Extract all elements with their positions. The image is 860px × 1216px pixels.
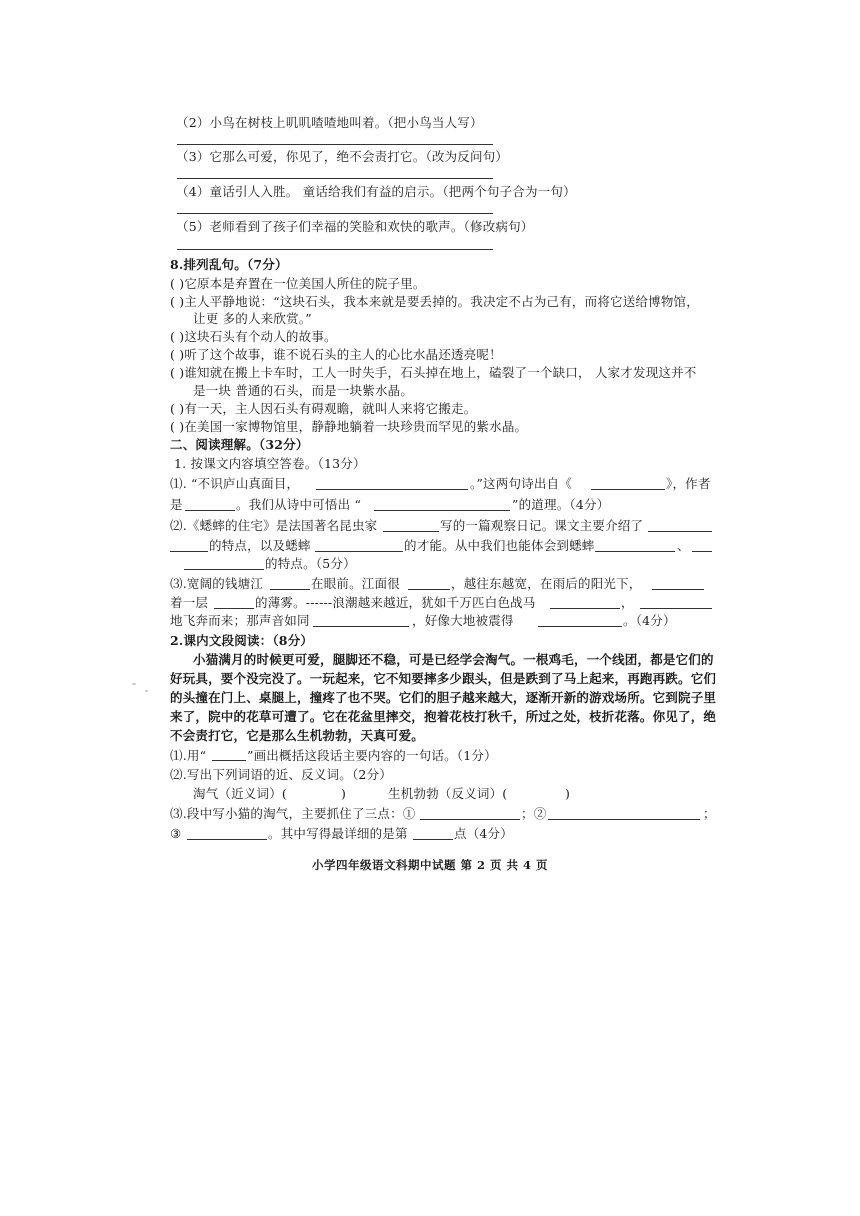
fill-1-text: 。我们从诗中可悟出 “ bbox=[236, 497, 362, 512]
fill-2-text: 写的一篇观察日记。课文主要介绍了 bbox=[440, 518, 644, 533]
blank[interactable] bbox=[214, 608, 254, 609]
order-item[interactable]: ( )有一天，主人因石头有碍观瞻，就叫人来将它搬走。 bbox=[170, 401, 477, 416]
passage-q2: ⑵.写出下列词语的近、反义词。（2分） bbox=[170, 767, 392, 782]
fill-2-text: 的特点。（5分） bbox=[265, 556, 356, 571]
answer-line-2[interactable] bbox=[177, 144, 493, 145]
fill-1-text: 是 bbox=[170, 497, 183, 512]
fill-1-text: ”的道理。（4分） bbox=[512, 497, 610, 512]
fill-3-text: 着一层 bbox=[170, 595, 209, 610]
blank[interactable] bbox=[383, 531, 439, 532]
passage-q1: ⑴.用“ bbox=[170, 748, 207, 763]
fill-title: 1. 按课文内容填空答卷。（13分） bbox=[174, 456, 366, 471]
blank[interactable] bbox=[313, 626, 409, 627]
reading-heading: 二、阅读理解。（32分） bbox=[170, 437, 309, 452]
fill-3-text: 的薄雾。------浪潮越来越近，犹如千万匹白色战马 bbox=[255, 595, 536, 610]
question-5: （5）老师看到了孩子们幸福的笑脸和欢快的歌声。（修改病句） bbox=[176, 219, 534, 234]
blank[interactable] bbox=[374, 510, 510, 511]
blank[interactable] bbox=[538, 626, 622, 627]
order-item[interactable]: ( )谁知就在搬上卡车时，工人一时失手，石头掉在地上，磕裂了一个缺口， 人家才发现这并不 bbox=[170, 365, 697, 380]
passage-line: 好玩具，要个没完没了。一玩起来，它不知要摔多少跟头，但是跌到了马上起来，再跑再跌。它们 bbox=[170, 671, 717, 686]
passage-q3: ；② bbox=[521, 806, 547, 821]
blank[interactable] bbox=[550, 608, 620, 609]
fill-1-text: 。”这两句诗出自《 bbox=[470, 476, 572, 491]
answer-line-5[interactable] bbox=[177, 249, 493, 250]
passage-line: 的头撞在门上、桌腿上，撞疼了也不哭。它们的胆子越来越大，逐渐开新的游戏场所。它到院子里 bbox=[170, 690, 717, 705]
answer-line-4[interactable] bbox=[177, 213, 493, 214]
fill-2-text: 的才能。从中我们也能体会到蟋蟀 bbox=[404, 538, 595, 553]
passage-q3: 。其中写得最详细的是第 bbox=[268, 826, 408, 841]
page-footer: 小学四年级语文科期中试题 第 2 页 共 4 页 bbox=[311, 858, 549, 872]
fill-3-text: ， bbox=[621, 595, 634, 610]
order-item[interactable]: ( )主人平静地说：“这块石头，我本来就是要丢掉的。我决定不占为己有，而将它送给博物馆， bbox=[170, 294, 699, 309]
passage-q3: ； bbox=[703, 806, 716, 821]
blank[interactable] bbox=[316, 489, 468, 490]
fill-1-text: 》，作者 bbox=[666, 476, 711, 491]
fill-1-text: ⑴. “不识庐山真面目， bbox=[170, 476, 300, 491]
blank[interactable] bbox=[420, 819, 520, 820]
synonym-prompt: 淘气（近义词）( bbox=[193, 786, 287, 801]
order-item-continued: 是一块 普通的石头，而是一块紫水晶。 bbox=[193, 383, 414, 398]
blank[interactable] bbox=[652, 589, 704, 590]
fill-3-text: 在眼前。江面很 bbox=[311, 576, 400, 591]
question-4: （4）童话引人入胜。 童话给我们有益的启示。（把两个句子合为一句） bbox=[176, 184, 576, 199]
scan-speck bbox=[132, 683, 136, 685]
order-item[interactable]: ( )这块石头有个动人的故事。 bbox=[170, 329, 337, 344]
fill-3-text: 地飞奔而来；那声音如同 bbox=[170, 613, 310, 628]
antonym-close[interactable]: ) bbox=[565, 786, 571, 801]
passage-q1: ”画出概括这段话主要内容的一句话。（1分） bbox=[247, 748, 497, 763]
blank[interactable] bbox=[408, 589, 450, 590]
blank[interactable] bbox=[270, 589, 310, 590]
answer-line-3[interactable] bbox=[177, 178, 493, 179]
blank[interactable] bbox=[315, 551, 403, 552]
blank[interactable] bbox=[548, 819, 700, 820]
blank[interactable] bbox=[212, 760, 246, 761]
order-item[interactable]: ( )在美国一家博物馆里，静静地躺着一块珍贵而罕见的紫水晶。 bbox=[170, 419, 528, 434]
question-2: （2）小鸟在树枝上叽叽喳喳地叫着。（把小鸟当人写） bbox=[176, 115, 483, 130]
order-item[interactable]: ( )它原本是弃置在一位美国人所住的院子里。 bbox=[170, 276, 426, 291]
passage-title: 2.课内文段阅读：（8分） bbox=[170, 633, 314, 648]
passage-q3: ③ bbox=[170, 826, 182, 841]
question-3: （3）它那么可爱，你见了，绝不会责打它。（改为反问句） bbox=[176, 149, 509, 164]
fill-2-text: 、 bbox=[677, 538, 690, 553]
blank[interactable] bbox=[591, 489, 665, 490]
blank[interactable] bbox=[187, 839, 267, 840]
passage-q3: ⑶.段中写小猫的淘气，主要抓住了三点：① bbox=[170, 806, 416, 821]
order-item[interactable]: ( )听了这个故事，谁不说石头的主人的心比水晶还透亮呢！ bbox=[170, 347, 502, 362]
blank[interactable] bbox=[413, 839, 453, 840]
fill-3-text: ，好像大地被震得 bbox=[412, 613, 514, 628]
passage-line: 来了，院中的花草可遭了。它在花盆里摔交，抱着花枝打秋千，所过之处，枝折花落。你见了，绝 bbox=[170, 709, 717, 724]
fill-3-text: 。（4分） bbox=[623, 613, 676, 628]
fill-2-text: 的特点，以及蟋蟀 bbox=[209, 538, 311, 553]
synonym-close[interactable]: ) bbox=[341, 786, 347, 801]
passage-line: 小猫满月的时候更可爱，腿脚还不稳，可是已经学会淘气。一根鸡毛，一个线团，都是它们的 bbox=[193, 652, 714, 667]
scan-speck bbox=[145, 690, 148, 692]
blank[interactable] bbox=[184, 569, 264, 570]
blank[interactable] bbox=[595, 551, 675, 552]
fill-2-text: ⑵.《蟋蟀的住宅》是法国著名昆虫家 bbox=[170, 518, 378, 533]
blank[interactable] bbox=[185, 510, 235, 511]
order-item-continued: 让更 多的人来欣赏。” bbox=[193, 311, 312, 326]
order-title: 8.排列乱句。（7分） bbox=[170, 257, 288, 272]
antonym-prompt: 生机勃勃（反义词）( bbox=[388, 786, 508, 801]
blank[interactable] bbox=[692, 551, 712, 552]
blank[interactable] bbox=[648, 531, 712, 532]
blank[interactable] bbox=[170, 551, 208, 552]
fill-3-text: ⑶.宽阔的钱塘江 bbox=[170, 576, 264, 591]
passage-line: 不会责打它，它是那么生机勃勃，天真可爱。 bbox=[170, 728, 425, 743]
fill-3-text: ，越往东越宽，在雨后的阳光下， bbox=[451, 576, 642, 591]
blank[interactable] bbox=[640, 608, 712, 609]
passage-q3: 点（4分） bbox=[454, 826, 513, 841]
